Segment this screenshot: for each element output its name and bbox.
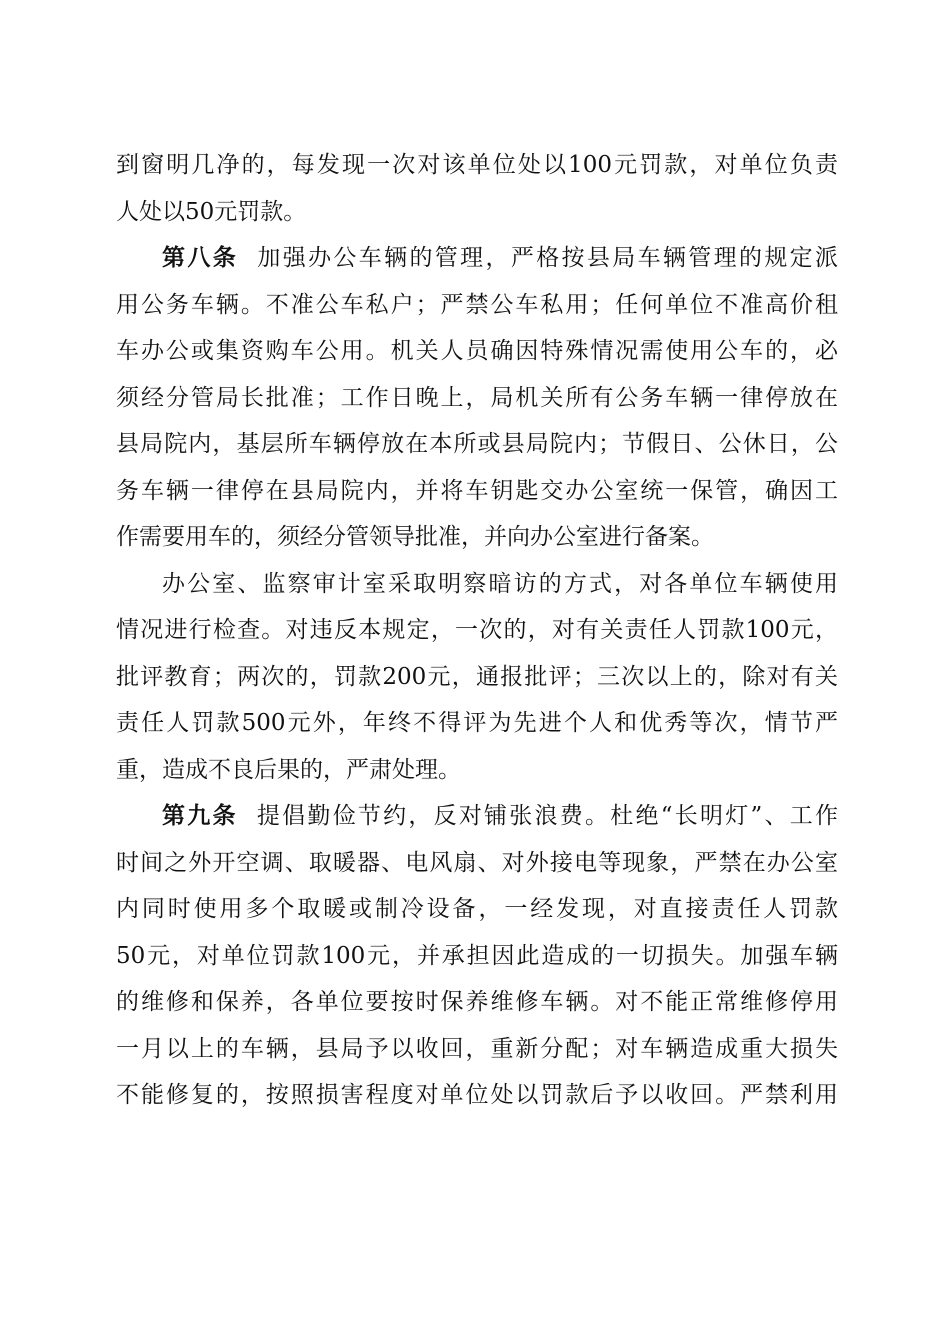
text-line: 人处以50元罚款。 [116, 198, 307, 225]
text-line: 须经分管局长批准；工作日晚上，局机关所有公务车辆一律停放在 [116, 384, 838, 411]
paragraph-inspection [116, 561, 838, 794]
paragraph-article-8 [116, 235, 838, 561]
article-heading: 第八条 [162, 244, 239, 271]
article-heading: 第九条 [162, 802, 238, 829]
text-line: 重，造成不良后果的，严肃处理。 [116, 756, 461, 783]
document-body [116, 142, 838, 1119]
text-line: 50元，对单位罚款100元，并承担因此造成的一切损失。加强车辆 [116, 942, 838, 969]
text-fragment: 加强办公车辆的管理，严格按县局车辆管理的规定派 [257, 245, 838, 271]
text-fragment: 提倡勤俭节约，反对铺张浪费。杜绝“长明灯”、工作 [256, 803, 838, 829]
text-line: 批评教育；两次的，罚款200元，通报批评；三次以上的，除对有关 [116, 663, 838, 690]
text-line: 时间之外开空调、取暖器、电风扇、对外接电等现象，严禁在办公室 [116, 849, 838, 876]
text-line: 办公室、监察审计室采取明察暗访的方式，对各单位车辆使用 [162, 570, 838, 597]
text-line: 责任人罚款500元外，年终不得评为先进个人和优秀等次，情节严 [116, 710, 838, 736]
text-line: 内同时使用多个取暖或制冷设备，一经发现，对直接责任人罚款 [116, 896, 838, 922]
text-line: 到窗明几净的，每发现一次对该单位处以100元罚款，对单位负责 [116, 152, 838, 178]
text-line: 一月以上的车辆，县局予以收回，重新分配；对车辆造成重大损失 [116, 1035, 838, 1062]
text-line: 不能修复的，按照损害程度对单位处以罚款后予以收回。严禁利用 [116, 1082, 838, 1108]
paragraph-article-9 [116, 793, 838, 1119]
text-line: 作需要用车的，须经分管领导批准，并向办公室进行备案。 [116, 524, 714, 550]
text-line [116, 235, 838, 282]
text-line: 县局院内，基层所车辆停放在本所或县局院内；节假日、公休日，公 [116, 431, 838, 457]
text-line: 务车辆一律停在县局院内，并将车钥匙交办公室统一保管，确因工 [116, 477, 838, 504]
text-line: 车办公或集资购车公用。机关人员确因特殊情况需使用公车的，必 [116, 338, 838, 364]
text-line: 用公务车辆。不准公车私户；严禁公车私用；任何单位不准高价租 [116, 291, 838, 318]
text-line [116, 793, 838, 840]
text-line: 情况进行检查。对违反本规定，一次的，对有关责任人罚款100元， [116, 617, 838, 643]
text-line: 的维修和保养，各单位要按时保养维修车辆。对不能正常维修停用 [116, 989, 838, 1015]
paragraph-continuation [116, 142, 838, 235]
